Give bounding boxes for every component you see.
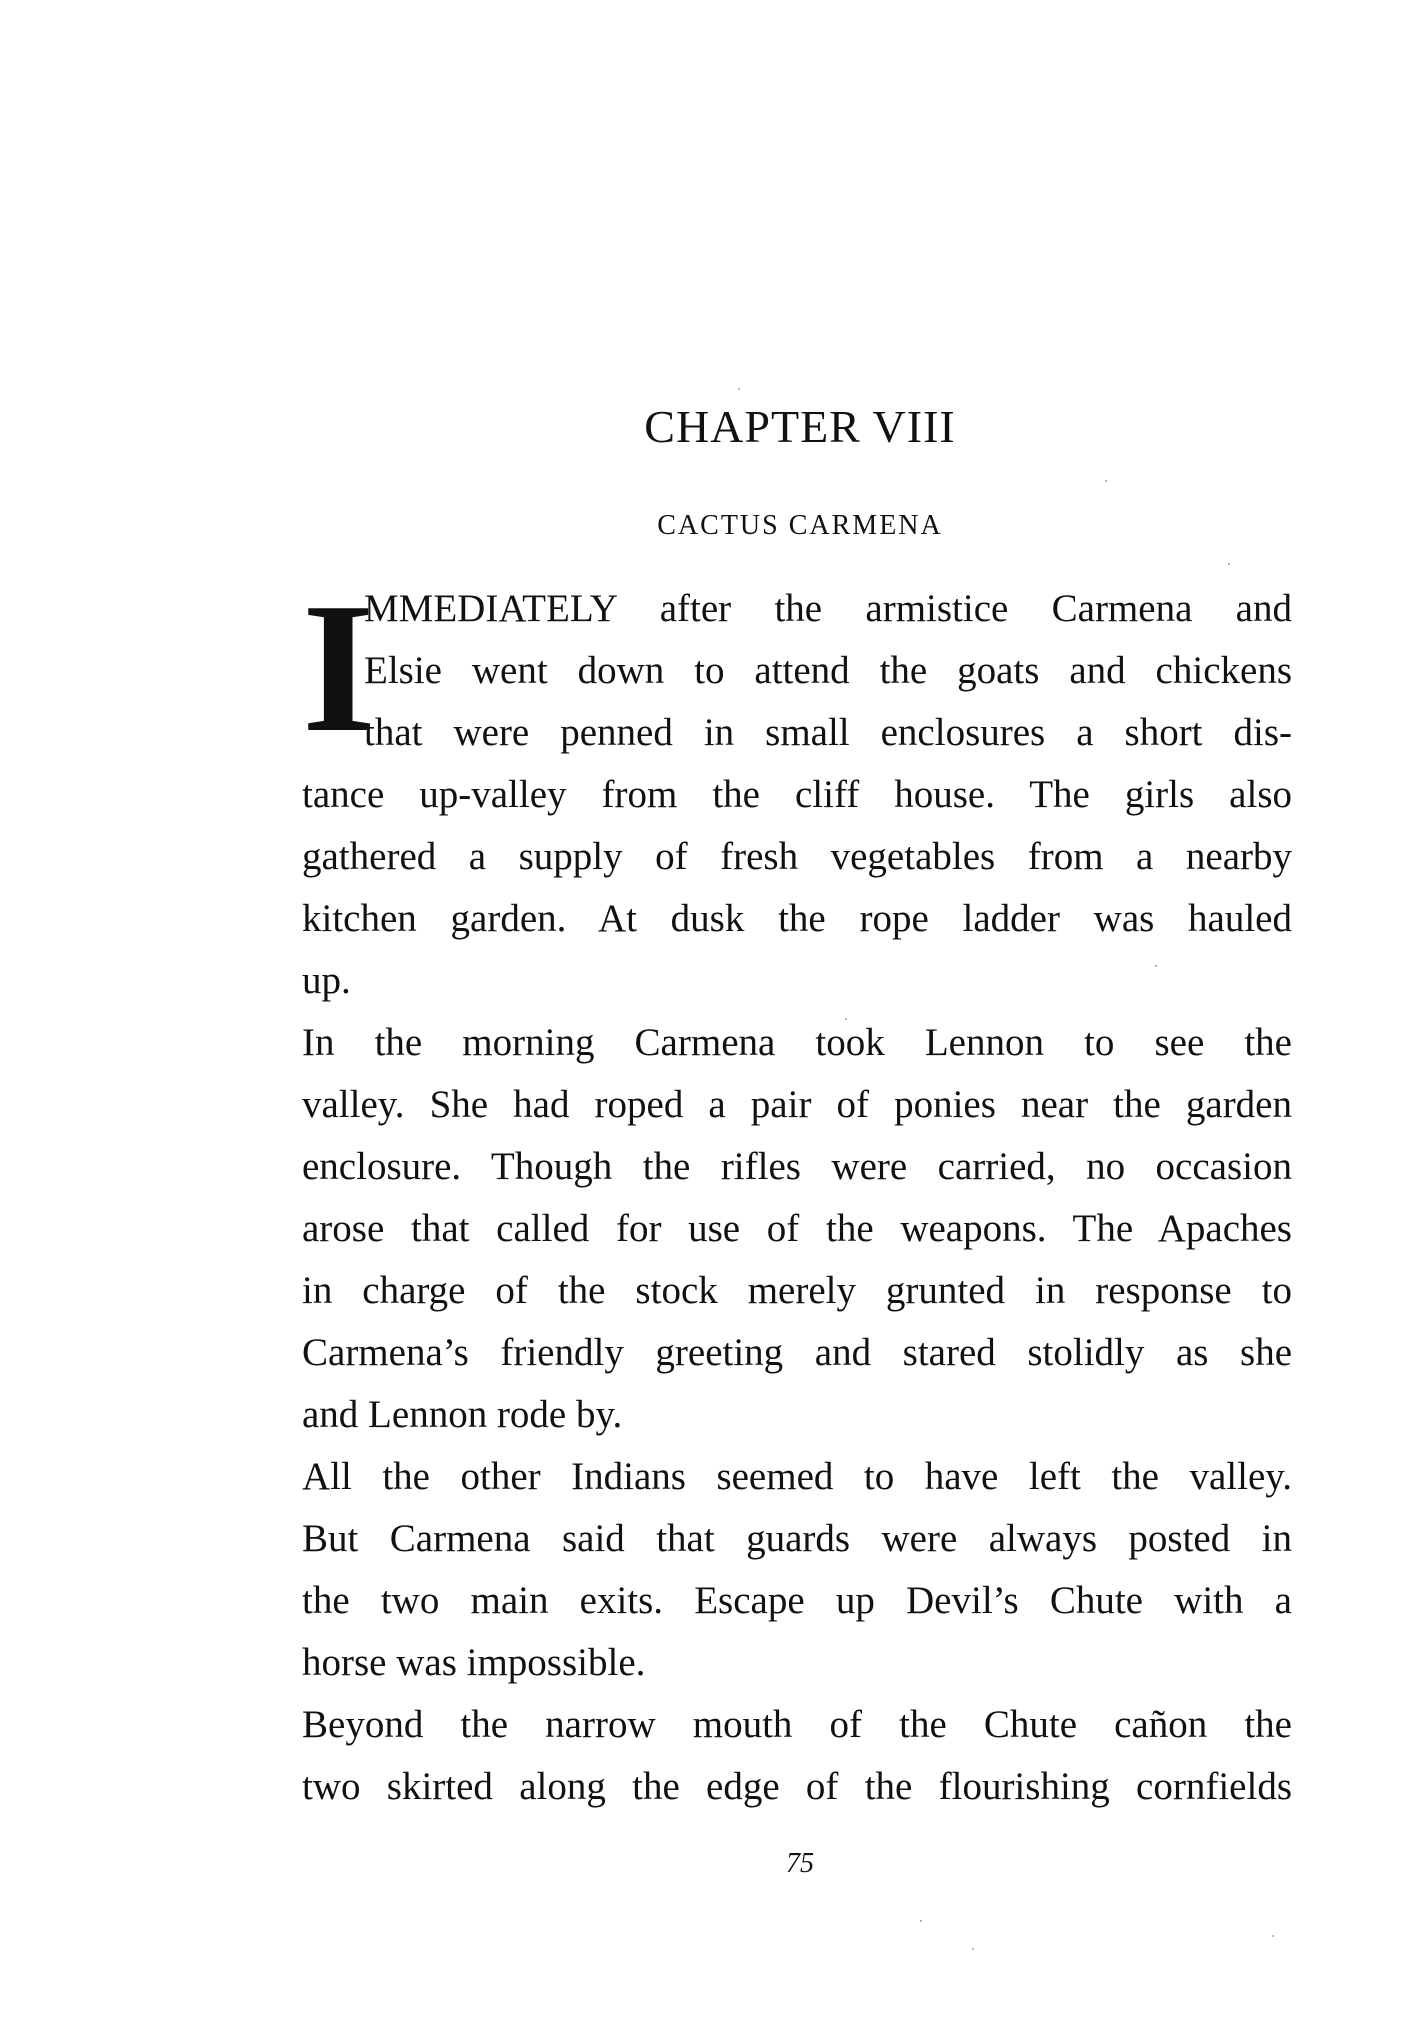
text-line: up. [302,959,351,1002]
scan-speck [1228,563,1230,565]
chapter-subtitle: CACTUS CARMENA [657,510,943,541]
scan-speck [1272,1935,1274,1937]
paragraph [302,1012,1292,1446]
text-line: and Lennon rode by. [302,1393,623,1436]
text-line: arose that called for use of the weapons. The Apaches [302,1207,1292,1250]
text-line: All the other Indians seemed to have left the valley. [302,1455,1292,1498]
text-line: Carmena’s friendly greeting and stared stolidly as she [302,1331,1292,1374]
text-line: tance up-valley from the cliff house. The girls also [302,773,1292,816]
text-line: kitchen garden. At dusk the rope ladder was hauled [302,897,1292,940]
text-line: Elsie went down to attend the goats and chickens [364,649,1292,692]
text-line: But Carmena said that guards were always posted in [302,1517,1292,1560]
text-line: Beyond the narrow mouth of the Chute cañon the [302,1703,1292,1746]
scan-speck [1105,480,1107,482]
scan-speck [738,388,740,390]
text-line: valley. She had roped a pair of ponies near the garden [302,1083,1292,1126]
scan-speck [920,1920,922,1922]
text-line: the two main exits. Escape up Devil’s Chute with a [302,1579,1292,1622]
scan-speck [1155,965,1157,967]
paragraph [302,1446,1292,1694]
body-text [302,565,1292,1818]
text-line: enclosure. Though the rifles were carried, no occasion [302,1145,1292,1188]
scan-speck [845,1018,847,1020]
text-line: in charge of the stock merely grunted in response to [302,1269,1292,1312]
text-line: that were penned in small enclosures a short dis- [364,711,1292,754]
text-line: In the morning Carmena took Lennon to see the [302,1021,1292,1064]
chapter-heading: CHAPTER VIII [644,401,956,452]
drop-cap: I [302,565,375,771]
scan-speck [972,1948,974,1950]
text-line: two skirted along the edge of the flourishing cornfields [302,1765,1292,1808]
paragraph [302,565,1292,1012]
text-line: MMEDIATELY after the armistice Carmena and [364,587,1292,630]
paragraph [302,1694,1292,1818]
page-number: 75 [786,1848,814,1879]
text-line: gathered a supply of fresh vegetables from a nearby [302,835,1292,878]
text-line: horse was impossible. [302,1641,646,1684]
